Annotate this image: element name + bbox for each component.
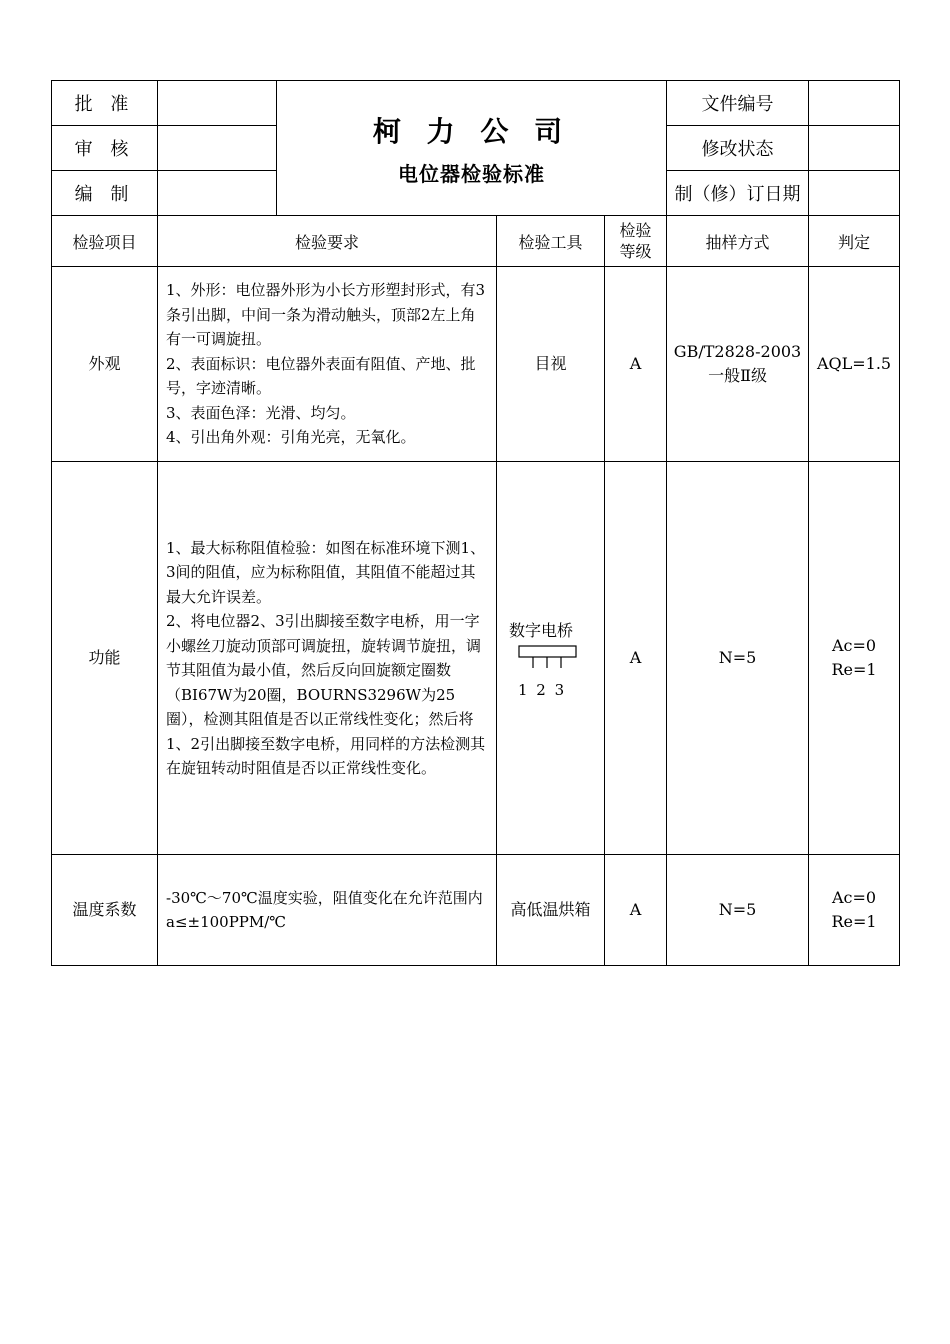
function-req-2: 2、将电位器2、3引出脚接至数字电桥，用一字小螺丝刀旋动顶部可调旋扭，旋转调节旋扭，调节其阻值为最小值，然后反向回旋额定圈数（BI67W为20圈，BOURNS3296W为25圈），检测其阻值是否以正常线性变化；然后将1、2引出脚接至数字电桥，用同样的方法检测其在旋钮转动时阻值是否以正常线性变化。 — [166, 612, 486, 777]
approve-value — [158, 81, 277, 126]
appearance-req-2: 2、表面标识：电位器外表面有阻值、产地、批号，字迹清晰。 — [166, 354, 476, 398]
row-temperature — [52, 855, 900, 966]
review-value — [158, 126, 277, 171]
temperature-level: A — [605, 855, 667, 966]
appearance-req-3: 3、表面色泽：光滑、均匀。 — [166, 403, 356, 422]
temperature-judge-ac: Ac=0 — [831, 888, 877, 907]
revision-date-value — [809, 171, 900, 216]
document-title: 电位器检验标准 — [398, 161, 545, 186]
potentiometer-diagram-icon — [518, 645, 578, 669]
temperature-req: -30℃～70℃温度实验，阻值变化在允许范围内a≤±100PPM/℃ — [166, 888, 483, 931]
title-block — [277, 81, 667, 216]
col-judge: 判定 — [809, 216, 900, 267]
function-level: A — [605, 462, 667, 855]
temperature-tool: 高低温烘箱 — [497, 855, 605, 966]
appearance-req-4: 4、引出角外观：引角光亮，无氧化。 — [166, 428, 416, 447]
temperature-item: 温度系数 — [52, 855, 158, 966]
appearance-requirement — [158, 267, 497, 462]
company-name: 柯 力 公 司 — [372, 114, 571, 148]
function-item: 功能 — [52, 462, 158, 855]
function-req-1: 1、最大标称阻值检验：如图在标准环境下测1、3间的阻值，应为标称阻值，其阻值不能超过其最大允许误差。 — [166, 538, 486, 606]
temperature-judge-re: Re=1 — [831, 912, 877, 931]
function-judge — [809, 462, 900, 855]
compile-label: 编 制 — [52, 171, 158, 216]
pin-numbers: 1 2 3 — [518, 680, 567, 699]
appearance-sampling-line2: 一般Ⅱ级 — [708, 366, 767, 385]
header-row-approve — [52, 81, 900, 126]
function-judge-re: Re=1 — [831, 660, 877, 679]
revision-status-label: 修改状态 — [667, 126, 809, 171]
appearance-sampling — [667, 267, 809, 462]
column-header-row — [52, 216, 900, 267]
row-function — [52, 462, 900, 855]
col-level-line2: 等级 — [619, 242, 652, 261]
doc-number-label: 文件编号 — [667, 81, 809, 126]
row-appearance — [52, 267, 900, 462]
temperature-judge — [809, 855, 900, 966]
col-sampling: 抽样方式 — [667, 216, 809, 267]
approve-label: 批 准 — [52, 81, 158, 126]
appearance-level: A — [605, 267, 667, 462]
appearance-item: 外观 — [52, 267, 158, 462]
col-level — [605, 216, 667, 267]
temperature-requirement — [158, 855, 497, 966]
col-item: 检验项目 — [52, 216, 158, 267]
appearance-sampling-line1: GB/T2828-2003 — [673, 342, 802, 361]
temperature-sampling: N=5 — [667, 855, 809, 966]
inspection-standard-table — [51, 80, 900, 966]
compile-value — [158, 171, 277, 216]
function-tool-label: 数字电桥 — [509, 620, 574, 640]
function-judge-ac: Ac=0 — [831, 636, 877, 655]
revision-date-label: 制（修）订日期 — [667, 171, 809, 216]
appearance-judge: AQL=1.5 — [809, 267, 900, 462]
col-tool: 检验工具 — [497, 216, 605, 267]
function-sampling: N=5 — [667, 462, 809, 855]
col-level-line1: 检验 — [619, 221, 652, 240]
document-page — [51, 80, 899, 966]
function-tool — [497, 462, 605, 855]
appearance-tool: 目视 — [497, 267, 605, 462]
function-requirement — [158, 462, 497, 855]
revision-status-value — [809, 126, 900, 171]
appearance-req-1: 1、外形：电位器外形为小长方形塑封形式，有3条引出脚，中间一条为滑动触头，顶部2左上角有一可调旋扭。 — [166, 281, 486, 349]
review-label: 审 核 — [52, 126, 158, 171]
doc-number-value — [809, 81, 900, 126]
col-requirement: 检验要求 — [158, 216, 497, 267]
